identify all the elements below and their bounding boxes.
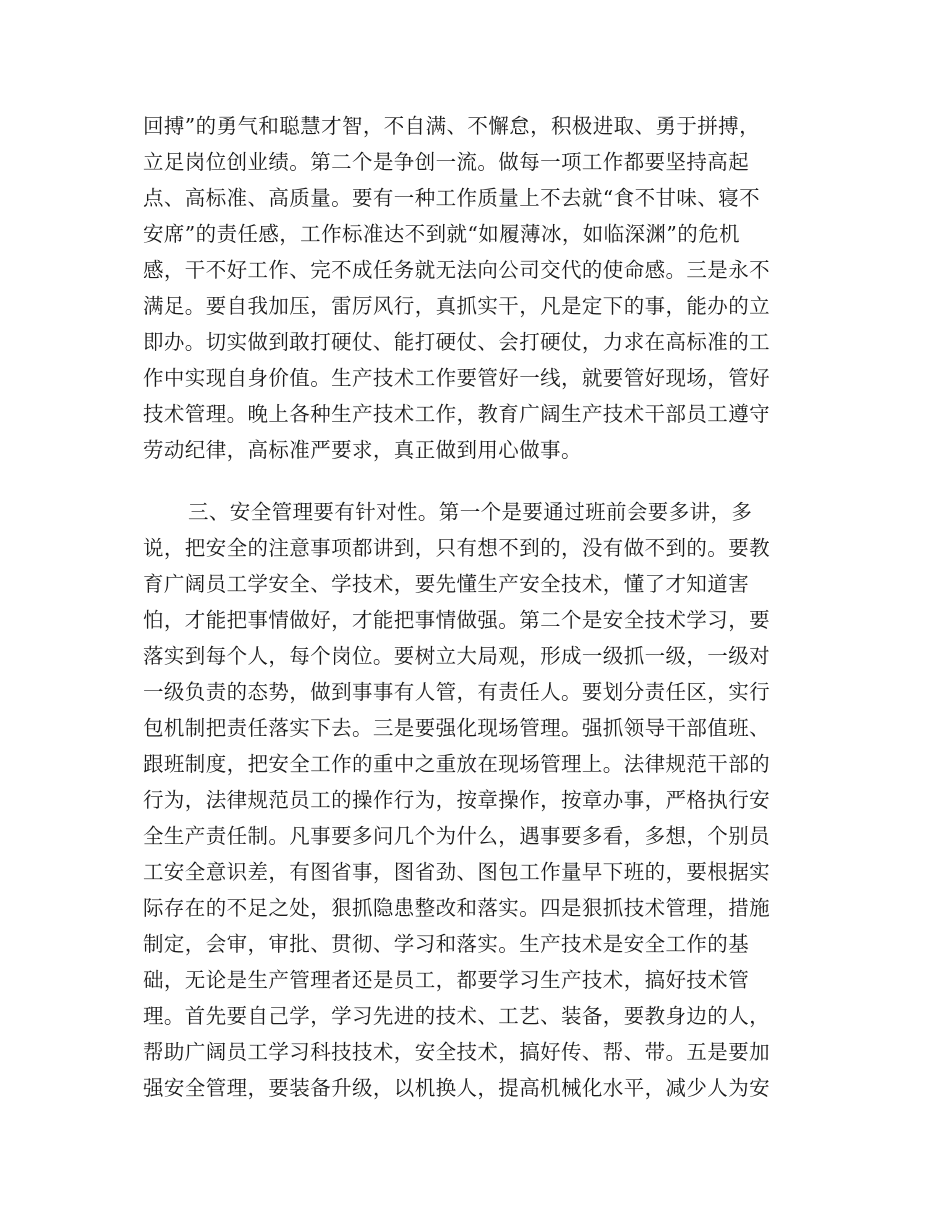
paragraph-line: 际存在的不足之处，狠抓隐患整改和落实。四是狠抓技术管理，措施 bbox=[143, 896, 770, 920]
paragraph-line: 础，无论是生产管理者还是员工，都要学习生产技术，搞好技术管 bbox=[143, 968, 750, 992]
paragraph-line: 点、高标准、高质量。要有一种工作质量上不去就“食不甘味、寝不 bbox=[143, 186, 760, 210]
paragraph-line: 强安全管理，要装备升级，以机换人，提高机械化水平，减少人为安 bbox=[143, 1076, 770, 1100]
paragraph-line: 包机制把责任落实下去。三是要强化现场管理。强抓领导干部值班、 bbox=[143, 716, 770, 740]
paragraph-line: 育广阔员工学安全、学技术，要先懂生产安全技术，懂了才知道害 bbox=[143, 572, 750, 596]
paragraph-line: 工安全意识差，有图省事，图省劲、图包工作量早下班的，要根据实 bbox=[143, 860, 770, 884]
paragraph-line: 帮助广阔员工学习科技技术，安全技术，搞好传、帮、带。五是要加 bbox=[143, 1040, 770, 1064]
paragraph-line: 全生产责任制。凡事要多问几个为什么，遇事要多看，多想，个别员 bbox=[143, 824, 770, 848]
paragraph-line: 理。首先要自己学，学习先进的技术、工艺、装备，要教身边的人， bbox=[143, 1004, 770, 1028]
paragraph-line: 感，干不好工作、完不成任务就无法向公司交代的使命感。三是永不 bbox=[143, 258, 770, 282]
paragraph-line: 劳动纪律，高标准严要求，真正做到用心做事。 bbox=[143, 438, 582, 462]
paragraph-line: 怕，才能把事情做好，才能把事情做强。第二个是安全技术学习，要 bbox=[143, 608, 770, 632]
paragraph-line: 制定，会审，审批、贯彻、学习和落实。生产技术是安全工作的基 bbox=[143, 932, 750, 956]
paragraph-line: 安席”的责任感，工作标准达不到就“如履薄冰，如临深渊”的危机 bbox=[143, 222, 740, 246]
paragraph-line: 一级负责的态势，做到事事有人管，有责任人。要划分责任区，实行 bbox=[143, 680, 770, 704]
paragraph-line: 即办。切实做到敢打硬仗、能打硬仗、会打硬仗，力求在高标准的工 bbox=[143, 330, 770, 354]
paragraph-line: 行为，法律规范员工的操作行为，按章操作，按章办事，严格执行安 bbox=[143, 788, 770, 812]
paragraph-line: 作中实现自身价值。生产技术工作要管好一线，就要管好现场，管好 bbox=[143, 366, 770, 390]
paragraph-line: 落实到每个人，每个岗位。要树立大局观，形成一级抓一级，一级对 bbox=[143, 644, 770, 668]
paragraph-line: 立足岗位创业绩。第二个是争创一流。做每一项工作都要坚持高起 bbox=[143, 150, 750, 174]
paragraph-line: 满足。要自我加压，雷厉风行，真抓实干，凡是定下的事，能办的立 bbox=[143, 294, 770, 318]
paragraph-line: 技术管理。晚上各种生产技术工作，教育广阔生产技术干部员工遵守 bbox=[143, 402, 770, 426]
paragraph-line: 三、安全管理要有针对性。第一个是要通过班前会要多讲，多 bbox=[188, 500, 753, 524]
paragraph-line: 说，把安全的注意事项都讲到，只有想不到的，没有做不到的。要教 bbox=[143, 536, 770, 560]
paragraph-line: 跟班制度，把安全工作的重中之重放在现场管理上。法律规范干部的 bbox=[143, 752, 770, 776]
paragraph-line: 回搏”的勇气和聪慧才智，不自满、不懈怠，积极进取、勇于拼搏， bbox=[143, 114, 760, 138]
